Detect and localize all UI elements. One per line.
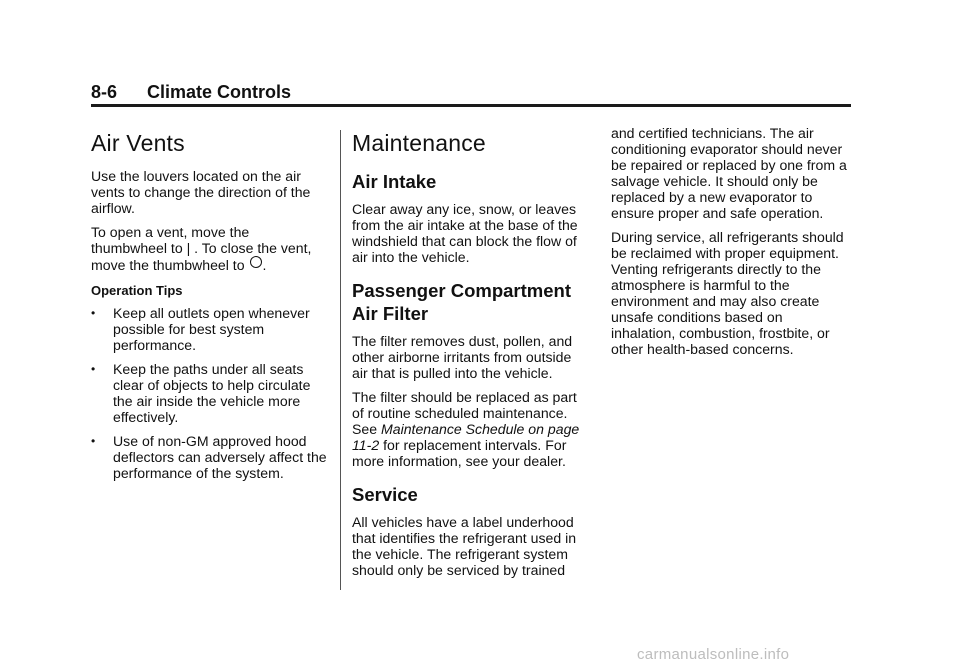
air-vents-heading: Air Vents: [91, 130, 185, 156]
air-filter-paragraph-2: [352, 389, 590, 469]
operation-tips-heading: Operation Tips: [91, 283, 183, 298]
vent-instructions-end: .: [262, 257, 267, 273]
operation-tips-list: [91, 305, 329, 481]
bullet-icon: •: [91, 362, 96, 376]
list-item: [91, 433, 329, 481]
bullet-icon: •: [91, 434, 96, 448]
page-header: [91, 82, 851, 104]
column-2: [352, 122, 590, 586]
tip-text: Keep all outlets open whenever possible for best system performance.: [113, 305, 310, 353]
filter-text-end: for replacement intervals. For more information, see your dealer.: [352, 437, 567, 469]
page-number: 8-6: [91, 82, 118, 102]
vent-instructions-text: To open a vent, move the thumbwheel to | . To close the vent, move the thumbwheel to: [91, 224, 312, 273]
service-continued-paragraph: and certified technicians. The air conditioning evaporator should never be repaired or replaced by one from a salvage vehicle. It should only be replaced by a new evaporator to ensure proper and safe operation.: [611, 125, 847, 221]
header-rule: [91, 104, 851, 107]
thumbwheel-closed-icon: [250, 256, 262, 268]
air-intake-heading: Air Intake: [352, 171, 437, 192]
list-item: [91, 361, 329, 425]
service-paragraph: All vehicles have a label underhood that identifies the refrigerant used in the vehicle. The refrigerant system should only be serviced by trained: [352, 514, 577, 578]
column-1: [91, 122, 329, 489]
watermark: carmanualsonline.info: [637, 646, 790, 663]
list-item: [91, 305, 329, 353]
service-heading: Service: [352, 484, 418, 505]
section-title: Climate Controls: [147, 82, 292, 102]
maintenance-heading: Maintenance: [352, 130, 486, 156]
column-divider: [340, 130, 341, 590]
tip-text: Use of non-GM approved hood deflectors can adversely affect the performance of the system.: [113, 433, 327, 481]
air-intake-paragraph: Clear away any ice, snow, or leaves from the air intake at the base of the windshield that can block the flow of air into the vehicle.: [352, 201, 578, 265]
filter-text-start: The filter should be replaced as part of routine scheduled maintenance. See: [352, 389, 577, 437]
refrigerant-paragraph: During service, all refrigerants should be reclaimed with proper equipment. Venting refrigerants directly to the atmosphere is harmful to the environment and may also create unsafe conditions based on inhalation, combustion, frostbite, or other health-based concerns.: [611, 229, 844, 357]
air-filter-heading: Passenger Compartment Air Filter: [352, 280, 571, 324]
tip-text: Keep the paths under all seats clear of objects to help circulate the air inside the vehicle more effectively.: [113, 361, 311, 425]
bullet-icon: •: [91, 306, 96, 320]
air-filter-paragraph-1: The filter removes dust, pollen, and other airborne irritants from outside air that is pulled into the vehicle.: [352, 333, 573, 381]
maintenance-schedule-link[interactable]: Maintenance Schedule on page 11-2: [352, 421, 580, 453]
air-vents-paragraph-1: Use the louvers located on the air vents to change the direction of the airflow.: [91, 168, 311, 216]
air-vents-paragraph-2: [91, 224, 329, 273]
column-3: [611, 125, 849, 365]
